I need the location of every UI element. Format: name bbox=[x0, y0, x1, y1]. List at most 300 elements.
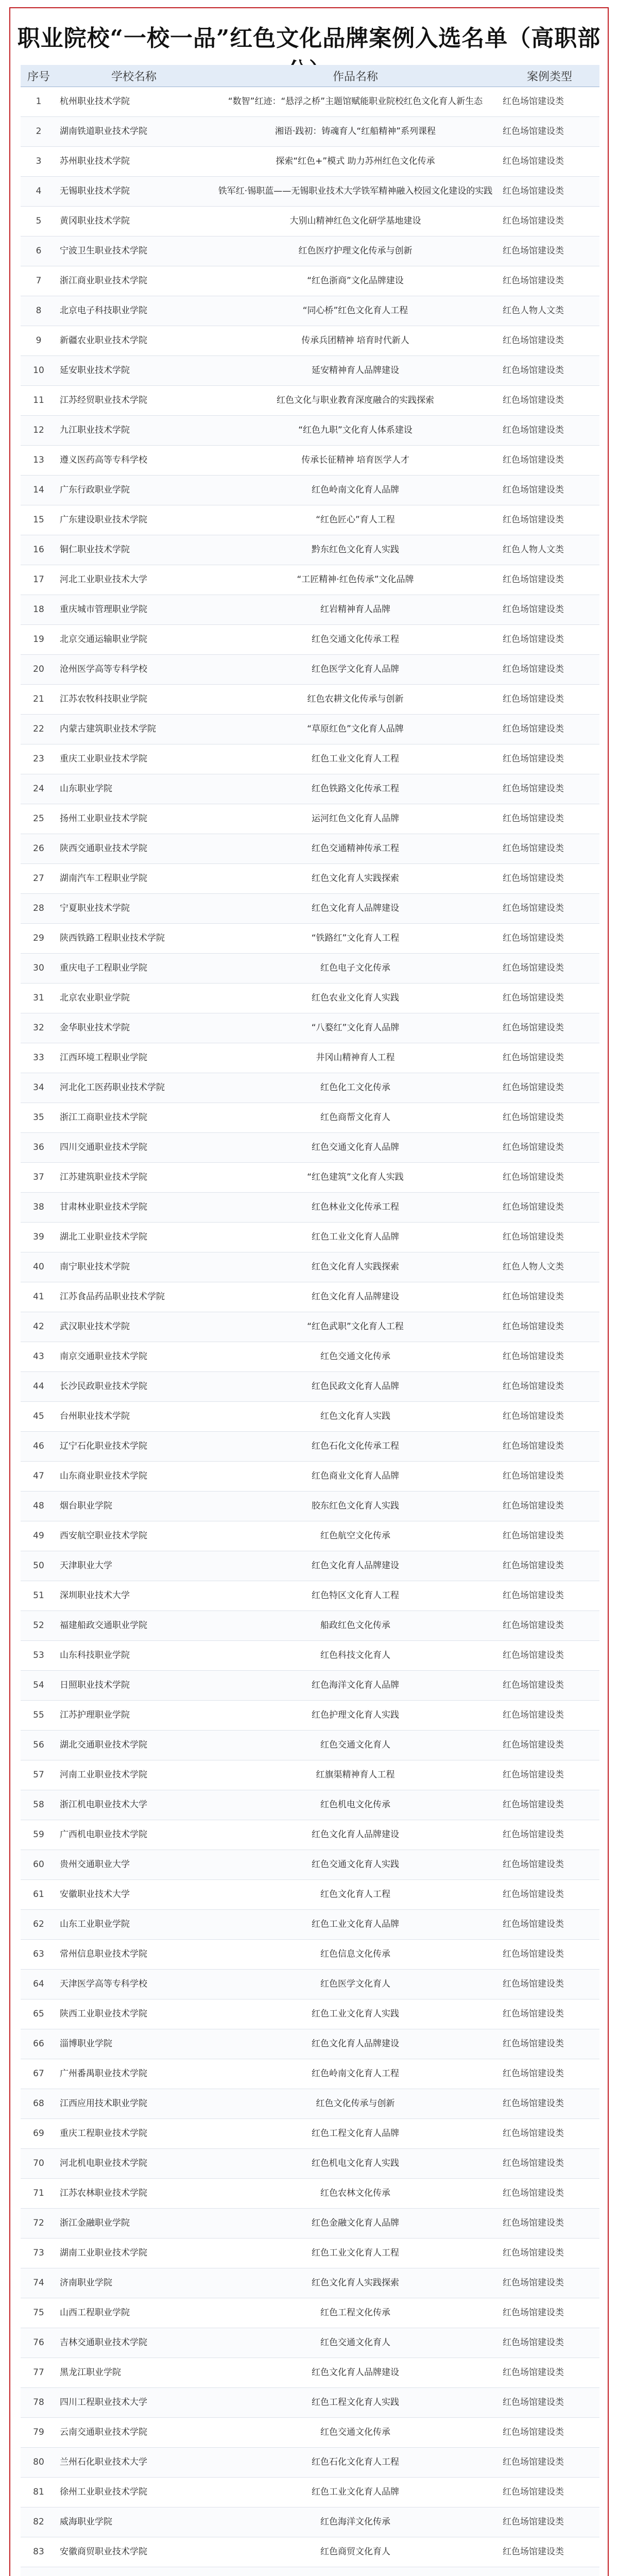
table-row bbox=[21, 1731, 599, 1760]
row-num: 62 bbox=[21, 1910, 57, 1940]
row-school: 甘肃林业职业技术学院 bbox=[57, 1193, 211, 1223]
row-cat: 红色场馆建设类 bbox=[500, 1013, 599, 1043]
row-school: 吉林交通职业技术学院 bbox=[57, 2328, 211, 2358]
row-num: 81 bbox=[21, 2478, 57, 2507]
table-row bbox=[21, 1820, 599, 1850]
row-school: 台州职业技术学院 bbox=[57, 1402, 211, 1432]
row-work: 传承长征精神 培育医学人才 bbox=[211, 446, 500, 476]
row-cat: 红色场馆建设类 bbox=[500, 2268, 599, 2298]
row-cat: 红色场馆建设类 bbox=[500, 1790, 599, 1820]
table-row bbox=[21, 1013, 599, 1043]
table-row bbox=[21, 2029, 599, 2059]
header-work: 作品名称 bbox=[211, 65, 500, 87]
row-work: 红色机电文化育人实践 bbox=[211, 2149, 500, 2179]
row-cat: 红色场馆建设类 bbox=[500, 685, 599, 715]
table-row bbox=[21, 1671, 599, 1701]
row-cat: 红色场馆建设类 bbox=[500, 1432, 599, 1462]
row-work: 红色工程文化育人品牌 bbox=[211, 2119, 500, 2149]
row-school: 南京交通职业技术学院 bbox=[57, 1342, 211, 1372]
row-num: 74 bbox=[21, 2268, 57, 2298]
row-num: 77 bbox=[21, 2358, 57, 2388]
row-num: 82 bbox=[21, 2507, 57, 2537]
row-num: 17 bbox=[21, 565, 57, 595]
row-school: 宁波卫生职业技术学院 bbox=[57, 236, 211, 266]
row-cat: 红色场馆建设类 bbox=[500, 266, 599, 296]
row-school: 无锡职业技术学院 bbox=[57, 177, 211, 207]
table-row bbox=[21, 386, 599, 416]
row-work: “草原红色”文化育人品牌 bbox=[211, 715, 500, 744]
row-school: 广东建设职业技术学院 bbox=[57, 505, 211, 535]
row-school: 浙江工商职业技术学院 bbox=[57, 1103, 211, 1133]
row-school: 河南工业职业技术学院 bbox=[57, 1760, 211, 1790]
table-row bbox=[21, 147, 599, 177]
row-cat: 红色场馆建设类 bbox=[500, 1999, 599, 2029]
row-cat: 红色场馆建设类 bbox=[500, 924, 599, 954]
row-num: 29 bbox=[21, 924, 57, 954]
row-work: “红色九职”文化育人体系建设 bbox=[211, 416, 500, 446]
row-num: 12 bbox=[21, 416, 57, 446]
row-school: 重庆电子工程职业学院 bbox=[57, 954, 211, 984]
row-work: 大别山精神红色文化研学基地建设 bbox=[211, 207, 500, 236]
row-num: 19 bbox=[21, 625, 57, 655]
row-school: 重庆工业职业技术学院 bbox=[57, 744, 211, 774]
table-row bbox=[21, 1342, 599, 1372]
row-work: “铁路红”文化育人工程 bbox=[211, 924, 500, 954]
header-num: 序号 bbox=[21, 65, 57, 87]
row-school: 南宁职业技术学院 bbox=[57, 1252, 211, 1282]
row-cat: 红色场馆建设类 bbox=[500, 1372, 599, 1402]
table-row bbox=[21, 1581, 599, 1611]
row-cat: 红色场馆建设类 bbox=[500, 864, 599, 894]
row-school: 徐州工业职业技术学院 bbox=[57, 2478, 211, 2507]
table-row bbox=[21, 2239, 599, 2268]
row-school: 重庆工程职业技术学院 bbox=[57, 2119, 211, 2149]
table-row bbox=[21, 2149, 599, 2179]
row-num: 40 bbox=[21, 1252, 57, 1282]
row-cat: 红色场馆建设类 bbox=[500, 1073, 599, 1103]
row-num: 15 bbox=[21, 505, 57, 535]
row-work: 红色电子文化传承 bbox=[211, 954, 500, 984]
row-num: 54 bbox=[21, 1671, 57, 1701]
row-cat: 红色场馆建设类 bbox=[500, 894, 599, 924]
row-school: 烟台职业学院 bbox=[57, 1492, 211, 1521]
row-num: 4 bbox=[21, 177, 57, 207]
table-row bbox=[21, 1940, 599, 1970]
row-school: 江苏护理职业学院 bbox=[57, 1701, 211, 1731]
row-school: 铜仁职业技术学院 bbox=[57, 535, 211, 565]
row-school: 新疆农业职业技术学院 bbox=[57, 326, 211, 356]
row-school: 武汉职业技术学院 bbox=[57, 1312, 211, 1342]
row-school: 扬州工业职业技术学院 bbox=[57, 804, 211, 834]
row-work bbox=[211, 2567, 500, 2576]
row-cat: 红色场馆建设类 bbox=[500, 1133, 599, 1163]
row-school: 广东行政职业学院 bbox=[57, 476, 211, 505]
row-num: 44 bbox=[21, 1372, 57, 1402]
table-row bbox=[21, 1193, 599, 1223]
row-cat: 红色场馆建设类 bbox=[500, 2448, 599, 2478]
row-work: 红色文化育人工程 bbox=[211, 1880, 500, 1910]
row-cat: 红色场馆建设类 bbox=[500, 1671, 599, 1701]
row-cat: 红色人物人文类 bbox=[500, 296, 599, 326]
row-school: 黄冈职业技术学院 bbox=[57, 207, 211, 236]
row-work: 红色工业文化育人实践 bbox=[211, 1999, 500, 2029]
row-school: 湖南工业职业技术学院 bbox=[57, 2239, 211, 2268]
row-cat: 红色场馆建设类 bbox=[500, 2209, 599, 2239]
row-num: 9 bbox=[21, 326, 57, 356]
row-num: 10 bbox=[21, 356, 57, 386]
row-cat bbox=[500, 2567, 599, 2576]
row-cat: 红色场馆建设类 bbox=[500, 834, 599, 864]
table-row bbox=[21, 1372, 599, 1402]
row-work: 红色商帮文化育人 bbox=[211, 1103, 500, 1133]
table-row bbox=[21, 924, 599, 954]
row-cat: 红色人物人文类 bbox=[500, 1252, 599, 1282]
row-work: 红色信息文化传承 bbox=[211, 1940, 500, 1970]
row-num: 35 bbox=[21, 1103, 57, 1133]
row-num: 52 bbox=[21, 1611, 57, 1641]
row-num: 1 bbox=[21, 87, 57, 117]
table-row bbox=[21, 1521, 599, 1551]
table-row bbox=[21, 2507, 599, 2537]
row-cat: 红色场馆建设类 bbox=[500, 954, 599, 984]
row-school: 河北化工医药职业技术学院 bbox=[57, 1073, 211, 1103]
row-num: 53 bbox=[21, 1641, 57, 1671]
row-school: 湖北工业职业技术学院 bbox=[57, 1223, 211, 1252]
table-row bbox=[21, 1551, 599, 1581]
row-work: 红色交通文化传承 bbox=[211, 2418, 500, 2448]
row-school: 云南交通职业技术学院 bbox=[57, 2418, 211, 2448]
row-work: 井冈山精神育人工程 bbox=[211, 1043, 500, 1073]
row-work: 红色文化与职业教育深度融合的实践探索 bbox=[211, 386, 500, 416]
table-row bbox=[21, 117, 599, 147]
row-cat: 红色场馆建设类 bbox=[500, 1641, 599, 1671]
table-row bbox=[21, 356, 599, 386]
row-school: 陕西交通职业技术学院 bbox=[57, 834, 211, 864]
row-num: 25 bbox=[21, 804, 57, 834]
row-num: 58 bbox=[21, 1790, 57, 1820]
row-work: 红色医学文化育人品牌 bbox=[211, 655, 500, 685]
row-cat: 红色场馆建设类 bbox=[500, 2298, 599, 2328]
row-cat: 红色场馆建设类 bbox=[500, 177, 599, 207]
table-row bbox=[21, 1163, 599, 1193]
row-work: 船政红色文化传承 bbox=[211, 1611, 500, 1641]
row-num: 41 bbox=[21, 1282, 57, 1312]
table-row bbox=[21, 2179, 599, 2209]
row-cat: 红色场馆建设类 bbox=[500, 2239, 599, 2268]
table-row bbox=[21, 1492, 599, 1521]
table-row bbox=[21, 1282, 599, 1312]
row-num: 23 bbox=[21, 744, 57, 774]
row-cat: 红色场馆建设类 bbox=[500, 2418, 599, 2448]
row-cat: 红色场馆建设类 bbox=[500, 1731, 599, 1760]
row-cat: 红色场馆建设类 bbox=[500, 774, 599, 804]
row-cat: 红色场馆建设类 bbox=[500, 2029, 599, 2059]
row-school bbox=[57, 2567, 211, 2576]
row-cat: 红色场馆建设类 bbox=[500, 1820, 599, 1850]
row-num: 78 bbox=[21, 2388, 57, 2418]
row-work: 红色工程文化传承 bbox=[211, 2298, 500, 2328]
row-work: 红色文化育人实践 bbox=[211, 1402, 500, 1432]
row-num: 8 bbox=[21, 296, 57, 326]
row-work: 红色航空文化传承 bbox=[211, 1521, 500, 1551]
table-row bbox=[21, 1462, 599, 1492]
row-school: 金华职业技术学院 bbox=[57, 1013, 211, 1043]
row-work: 红色文化育人实践探索 bbox=[211, 1252, 500, 1282]
row-num: 65 bbox=[21, 1999, 57, 2029]
table-row bbox=[21, 774, 599, 804]
row-num: 20 bbox=[21, 655, 57, 685]
row-num: 2 bbox=[21, 117, 57, 147]
table-row bbox=[21, 1760, 599, 1790]
row-work: “工匠精神·红色传承”文化品牌 bbox=[211, 565, 500, 595]
row-work: 红色交通文化传承 bbox=[211, 1342, 500, 1372]
table-row bbox=[21, 2448, 599, 2478]
row-num: 76 bbox=[21, 2328, 57, 2358]
table-row bbox=[21, 834, 599, 864]
row-cat: 红色场馆建设类 bbox=[500, 2059, 599, 2089]
row-work: 红色交通文化育人 bbox=[211, 1731, 500, 1760]
row-num: 32 bbox=[21, 1013, 57, 1043]
row-num: 49 bbox=[21, 1521, 57, 1551]
table-row bbox=[21, 685, 599, 715]
row-school: 陕西工业职业技术学院 bbox=[57, 1999, 211, 2029]
row-work: 红色农业文化育人实践 bbox=[211, 984, 500, 1013]
table-row bbox=[21, 535, 599, 565]
row-cat: 红色场馆建设类 bbox=[500, 1103, 599, 1133]
row-school: 江西应用技术职业学院 bbox=[57, 2089, 211, 2119]
row-school: 湖北交通职业技术学院 bbox=[57, 1731, 211, 1760]
table-row bbox=[21, 1103, 599, 1133]
row-school: 苏州职业技术学院 bbox=[57, 147, 211, 177]
table-row bbox=[21, 2268, 599, 2298]
row-school: 四川交通职业技术学院 bbox=[57, 1133, 211, 1163]
row-num bbox=[21, 2567, 57, 2576]
row-cat: 红色场馆建设类 bbox=[500, 2119, 599, 2149]
row-num: 70 bbox=[21, 2149, 57, 2179]
row-cat: 红色场馆建设类 bbox=[500, 147, 599, 177]
row-school: 山东职业学院 bbox=[57, 774, 211, 804]
row-work: 红色商业文化育人品牌 bbox=[211, 1462, 500, 1492]
row-num: 38 bbox=[21, 1193, 57, 1223]
row-work: 红色岭南文化育人品牌 bbox=[211, 476, 500, 505]
row-num: 51 bbox=[21, 1581, 57, 1611]
row-school: 安徽商贸职业技术学院 bbox=[57, 2537, 211, 2567]
row-num: 14 bbox=[21, 476, 57, 505]
table-row bbox=[21, 804, 599, 834]
row-work: 红色金融文化育人品牌 bbox=[211, 2209, 500, 2239]
row-school: 西安航空职业技术学院 bbox=[57, 1521, 211, 1551]
row-cat: 红色场馆建设类 bbox=[500, 1701, 599, 1731]
row-cat: 红色场馆建设类 bbox=[500, 1312, 599, 1342]
row-school: 天津职业大学 bbox=[57, 1551, 211, 1581]
table-row bbox=[21, 177, 599, 207]
row-work: 红色工业文化育人工程 bbox=[211, 744, 500, 774]
row-school: 长沙民政职业技术学院 bbox=[57, 1372, 211, 1402]
page-title: 职业院校“一校一品”红色文化品牌案例入选名单（高职部 bbox=[17, 25, 601, 52]
table-row bbox=[21, 1970, 599, 1999]
table-row bbox=[21, 2478, 599, 2507]
row-num: 57 bbox=[21, 1760, 57, 1790]
row-num: 34 bbox=[21, 1073, 57, 1103]
row-num: 79 bbox=[21, 2418, 57, 2448]
row-work: 运河红色文化育人品牌 bbox=[211, 804, 500, 834]
row-work: “红色浙商”文化品牌建设 bbox=[211, 266, 500, 296]
row-work: 红色护理文化育人实践 bbox=[211, 1701, 500, 1731]
row-school: 杭州职业技术学院 bbox=[57, 87, 211, 117]
table-row bbox=[21, 1432, 599, 1462]
row-num: 75 bbox=[21, 2298, 57, 2328]
row-cat: 红色场馆建设类 bbox=[500, 117, 599, 147]
row-num: 39 bbox=[21, 1223, 57, 1252]
row-cat: 红色场馆建设类 bbox=[500, 2507, 599, 2537]
row-work: 红色交通精神传承工程 bbox=[211, 834, 500, 864]
row-work: 红色岭南文化育人工程 bbox=[211, 2059, 500, 2089]
row-school: 浙江商业职业技术学院 bbox=[57, 266, 211, 296]
row-cat: 红色场馆建设类 bbox=[500, 326, 599, 356]
table-row bbox=[21, 1880, 599, 1910]
row-cat: 红色场馆建设类 bbox=[500, 715, 599, 744]
row-work: 胶东红色文化育人实践 bbox=[211, 1492, 500, 1521]
row-work: 红色海洋文化育人品牌 bbox=[211, 1671, 500, 1701]
row-cat: 红色人物人文类 bbox=[500, 535, 599, 565]
row-num: 56 bbox=[21, 1731, 57, 1760]
table-row bbox=[21, 1999, 599, 2029]
row-school: 常州信息职业技术学院 bbox=[57, 1940, 211, 1970]
row-work: 红色商贸文化育人 bbox=[211, 2537, 500, 2567]
table-row bbox=[21, 2059, 599, 2089]
row-cat: 红色场馆建设类 bbox=[500, 984, 599, 1013]
row-cat: 红色场馆建设类 bbox=[500, 1043, 599, 1073]
table-row bbox=[21, 2388, 599, 2418]
row-cat: 红色场馆建设类 bbox=[500, 1850, 599, 1880]
table-row bbox=[21, 1252, 599, 1282]
table-row bbox=[21, 1641, 599, 1671]
row-cat: 红色场馆建设类 bbox=[500, 1910, 599, 1940]
table-body bbox=[21, 87, 599, 2576]
row-work: 红色工程文化育人实践 bbox=[211, 2388, 500, 2418]
row-work: “同心桥”红色文化育人工程 bbox=[211, 296, 500, 326]
row-work: 红色文化育人品牌建设 bbox=[211, 894, 500, 924]
row-cat: 红色场馆建设类 bbox=[500, 1282, 599, 1312]
row-work: 红色文化传承与创新 bbox=[211, 2089, 500, 2119]
row-num: 11 bbox=[21, 386, 57, 416]
row-num: 22 bbox=[21, 715, 57, 744]
row-cat: 红色场馆建设类 bbox=[500, 2478, 599, 2507]
row-num: 83 bbox=[21, 2537, 57, 2567]
row-work: 红色林业文化传承工程 bbox=[211, 1193, 500, 1223]
row-cat: 红色场馆建设类 bbox=[500, 1342, 599, 1372]
table-row bbox=[21, 505, 599, 535]
row-work: 红色农林文化传承 bbox=[211, 2179, 500, 2209]
row-cat: 红色场馆建设类 bbox=[500, 744, 599, 774]
row-num: 55 bbox=[21, 1701, 57, 1731]
row-cat: 红色场馆建设类 bbox=[500, 1223, 599, 1252]
row-work: 延安精神育人品牌建设 bbox=[211, 356, 500, 386]
row-num: 36 bbox=[21, 1133, 57, 1163]
row-num: 80 bbox=[21, 2448, 57, 2478]
row-cat: 红色场馆建设类 bbox=[500, 1611, 599, 1641]
row-num: 18 bbox=[21, 595, 57, 625]
table-row bbox=[21, 655, 599, 685]
row-work: 红色交通文化育人品牌 bbox=[211, 1133, 500, 1163]
row-school: 沧州医学高等专科学校 bbox=[57, 655, 211, 685]
table-row bbox=[21, 2089, 599, 2119]
row-cat: 红色场馆建设类 bbox=[500, 1402, 599, 1432]
row-cat: 红色场馆建设类 bbox=[500, 87, 599, 117]
row-num: 50 bbox=[21, 1551, 57, 1581]
row-num: 5 bbox=[21, 207, 57, 236]
row-num: 64 bbox=[21, 1970, 57, 1999]
row-cat: 红色场馆建设类 bbox=[500, 386, 599, 416]
row-num: 13 bbox=[21, 446, 57, 476]
row-num: 47 bbox=[21, 1462, 57, 1492]
row-school: 江苏建筑职业技术学院 bbox=[57, 1163, 211, 1193]
row-cat: 红色场馆建设类 bbox=[500, 655, 599, 685]
row-work: 红色交通文化育人实践 bbox=[211, 1850, 500, 1880]
row-school: 山东工业职业学院 bbox=[57, 1910, 211, 1940]
row-work: 红色文化育人品牌建设 bbox=[211, 1820, 500, 1850]
row-school: 江苏农牧科技职业学院 bbox=[57, 685, 211, 715]
table-row bbox=[21, 864, 599, 894]
row-num: 68 bbox=[21, 2089, 57, 2119]
row-school: 北京交通运输职业学院 bbox=[57, 625, 211, 655]
row-cat: 红色场馆建设类 bbox=[500, 595, 599, 625]
case-list-table bbox=[21, 65, 599, 2576]
row-school: 陕西铁路工程职业技术学院 bbox=[57, 924, 211, 954]
row-num: 46 bbox=[21, 1432, 57, 1462]
table-row bbox=[21, 565, 599, 595]
row-school: 北京电子科技职业学院 bbox=[57, 296, 211, 326]
table-row bbox=[21, 266, 599, 296]
row-num: 72 bbox=[21, 2209, 57, 2239]
row-work: “八婺红”文化育人品牌 bbox=[211, 1013, 500, 1043]
table-row bbox=[21, 1043, 599, 1073]
table-row bbox=[21, 744, 599, 774]
table-row bbox=[21, 87, 599, 117]
row-cat: 红色场馆建设类 bbox=[500, 416, 599, 446]
row-num: 37 bbox=[21, 1163, 57, 1193]
row-school: 河北工业职业技术大学 bbox=[57, 565, 211, 595]
row-cat: 红色场馆建设类 bbox=[500, 1581, 599, 1611]
row-work: 湘语·践初：铸魂育人“红船精神”系列课程 bbox=[211, 117, 500, 147]
row-school: 江西环境工程职业学院 bbox=[57, 1043, 211, 1073]
row-cat: 红色场馆建设类 bbox=[500, 476, 599, 505]
row-school: 广西机电职业技术学院 bbox=[57, 1820, 211, 1850]
table-row bbox=[21, 2298, 599, 2328]
table-row bbox=[21, 2567, 599, 2576]
table-row bbox=[21, 2328, 599, 2358]
row-num: 30 bbox=[21, 954, 57, 984]
row-work: 红色特区文化育人工程 bbox=[211, 1581, 500, 1611]
row-num: 48 bbox=[21, 1492, 57, 1521]
table-row bbox=[21, 1790, 599, 1820]
row-cat: 红色场馆建设类 bbox=[500, 1462, 599, 1492]
row-cat: 红色场馆建设类 bbox=[500, 625, 599, 655]
row-school: 九江职业技术学院 bbox=[57, 416, 211, 446]
table-row bbox=[21, 2358, 599, 2388]
table-row bbox=[21, 416, 599, 446]
table-row bbox=[21, 715, 599, 744]
row-num: 43 bbox=[21, 1342, 57, 1372]
row-cat: 红色场馆建设类 bbox=[500, 2089, 599, 2119]
row-work: “红色匠心”育人工程 bbox=[211, 505, 500, 535]
table-row bbox=[21, 1312, 599, 1342]
row-num: 67 bbox=[21, 2059, 57, 2089]
row-school: 贵州交通职业大学 bbox=[57, 1850, 211, 1880]
table-row bbox=[21, 1850, 599, 1880]
row-school: 江苏食品药品职业技术学院 bbox=[57, 1282, 211, 1312]
table-row bbox=[21, 1910, 599, 1940]
